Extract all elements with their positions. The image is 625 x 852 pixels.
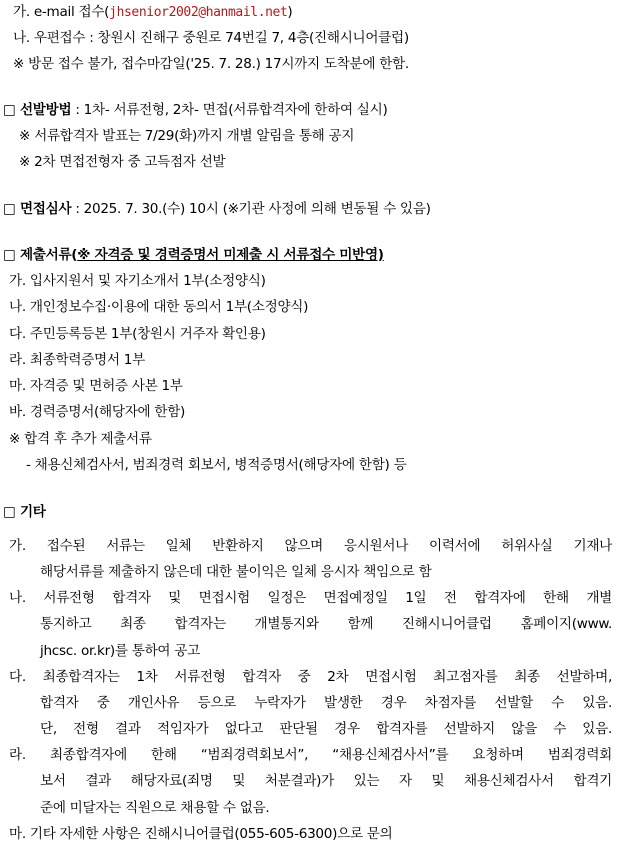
- etc-line-12: 마. 기타 자세한 사항은 진해시니어클럽(055-605-6300)으로 문의: [9, 826, 393, 842]
- post-line: 나. 우편접수 : 창원시 진해구 중원로 74번길 7, 4층(진해시니어클럽): [13, 30, 409, 46]
- interview-title: □ 면접심사: [3, 201, 72, 217]
- etc-line-1: 가. 접수된 서류는 일체 반환하지 않으며 응시원서나 이력서에 허위사실 기재나: [9, 538, 612, 554]
- etc-line-8: 단, 전형 결과 적임자가 없다고 판단될 경우 합격자를 선발하지 않을 수 있음.: [40, 721, 612, 737]
- selection-title: □ 선발방법: [3, 102, 72, 118]
- document-item-2: 나. 개인정보수집·이용에 대한 동의서 1부(소정양식): [9, 299, 309, 315]
- email-prefix: 가. e-mail 접수(: [13, 4, 110, 20]
- selection-note-1: ※ 서류합격자 발표는 7/29(화)까지 개별 알림을 통해 공지: [19, 128, 355, 144]
- extra-docs-item: - 채용신체검사서, 범죄경력 회보서, 병적증명서(해당자에 한함) 등: [26, 457, 407, 473]
- email-suffix: ): [287, 4, 293, 20]
- documents-title-note: ※ 자격증 및 경력증명서 미제출 시 서류접수 미반영): [77, 247, 384, 263]
- document-item-6: 바. 경력증명서(해당자에 한함): [9, 404, 186, 420]
- email-address[interactable]: jhsenior2002@hanmail.net: [109, 5, 288, 20]
- interview-heading: [3, 200, 431, 218]
- etc-line-2: 해당서류를 제출하지 않은데 대한 불이익은 일체 응시자 책임으로 함: [40, 564, 432, 580]
- email-line: [13, 3, 292, 22]
- etc-heading: □ 기타: [3, 504, 46, 520]
- interview-desc: : 2025. 7. 30.(수) 10시 (※기관 사정에 의해 변동될 수 있음): [71, 201, 431, 217]
- document-item-3: 다. 주민등록등본 1부(창원시 거주자 확인용): [9, 326, 266, 342]
- etc-line-11: 준에 미달자는 직원으로 채용할 수 없음.: [40, 800, 270, 816]
- documents-title: □ 제출서류(: [3, 247, 78, 263]
- etc-line-10: 보서 결과 해당자료(죄명 및 처분결과)가 있는 자 및 채용신체검사서 합격기: [40, 773, 612, 789]
- etc-line-9: 라. 최종합격자에 한해 “범죄경력회보서”, “채용신체검사서”를 요청하며 범죄경력회: [9, 747, 612, 763]
- document-item-5: 마. 자격증 및 면허증 사본 1부: [9, 378, 183, 394]
- document-item-4: 라. 최종학력증명서 1부: [9, 352, 145, 368]
- extra-docs-title: ※ 합격 후 추가 제출서류: [9, 431, 152, 447]
- selection-note-2: ※ 2차 면접전형자 중 고득점자 선발: [19, 154, 226, 170]
- document-item-1: 가. 입사지원서 및 자기소개서 1부(소정양식): [9, 273, 266, 289]
- documents-heading: [3, 246, 384, 264]
- etc-line-3: 나. 서류전형 합격자 및 면접시험 일정은 면접예정일 1일 전 합격자에 한해 개별: [9, 590, 612, 606]
- etc-line-7: 합격자 중 개인사유 등으로 누락자가 발생한 경우 차점자를 선발할 수 있음.: [40, 695, 612, 711]
- selection-desc: : 1차- 서류전형, 2차- 면접(서류합격자에 한하여 실시): [71, 102, 388, 118]
- selection-heading: [3, 101, 387, 119]
- etc-line-4: 통지하고 최종 합격자는 개별통지와 함께 진해시니어클럽 홈페이지(www.: [40, 616, 612, 632]
- etc-line-6: 다. 최종합격자는 1차 서류전형 합격자 중 2차 면접시험 최고점자를 최종 선발하며,: [9, 669, 612, 685]
- visit-note: ※ 방문 접수 불가, 접수마감일('25. 7. 28.) 17시까지 도착분에 한함.: [13, 56, 409, 72]
- etc-line-5: jhcsc. or.kr)를 통하여 공고: [40, 643, 200, 659]
